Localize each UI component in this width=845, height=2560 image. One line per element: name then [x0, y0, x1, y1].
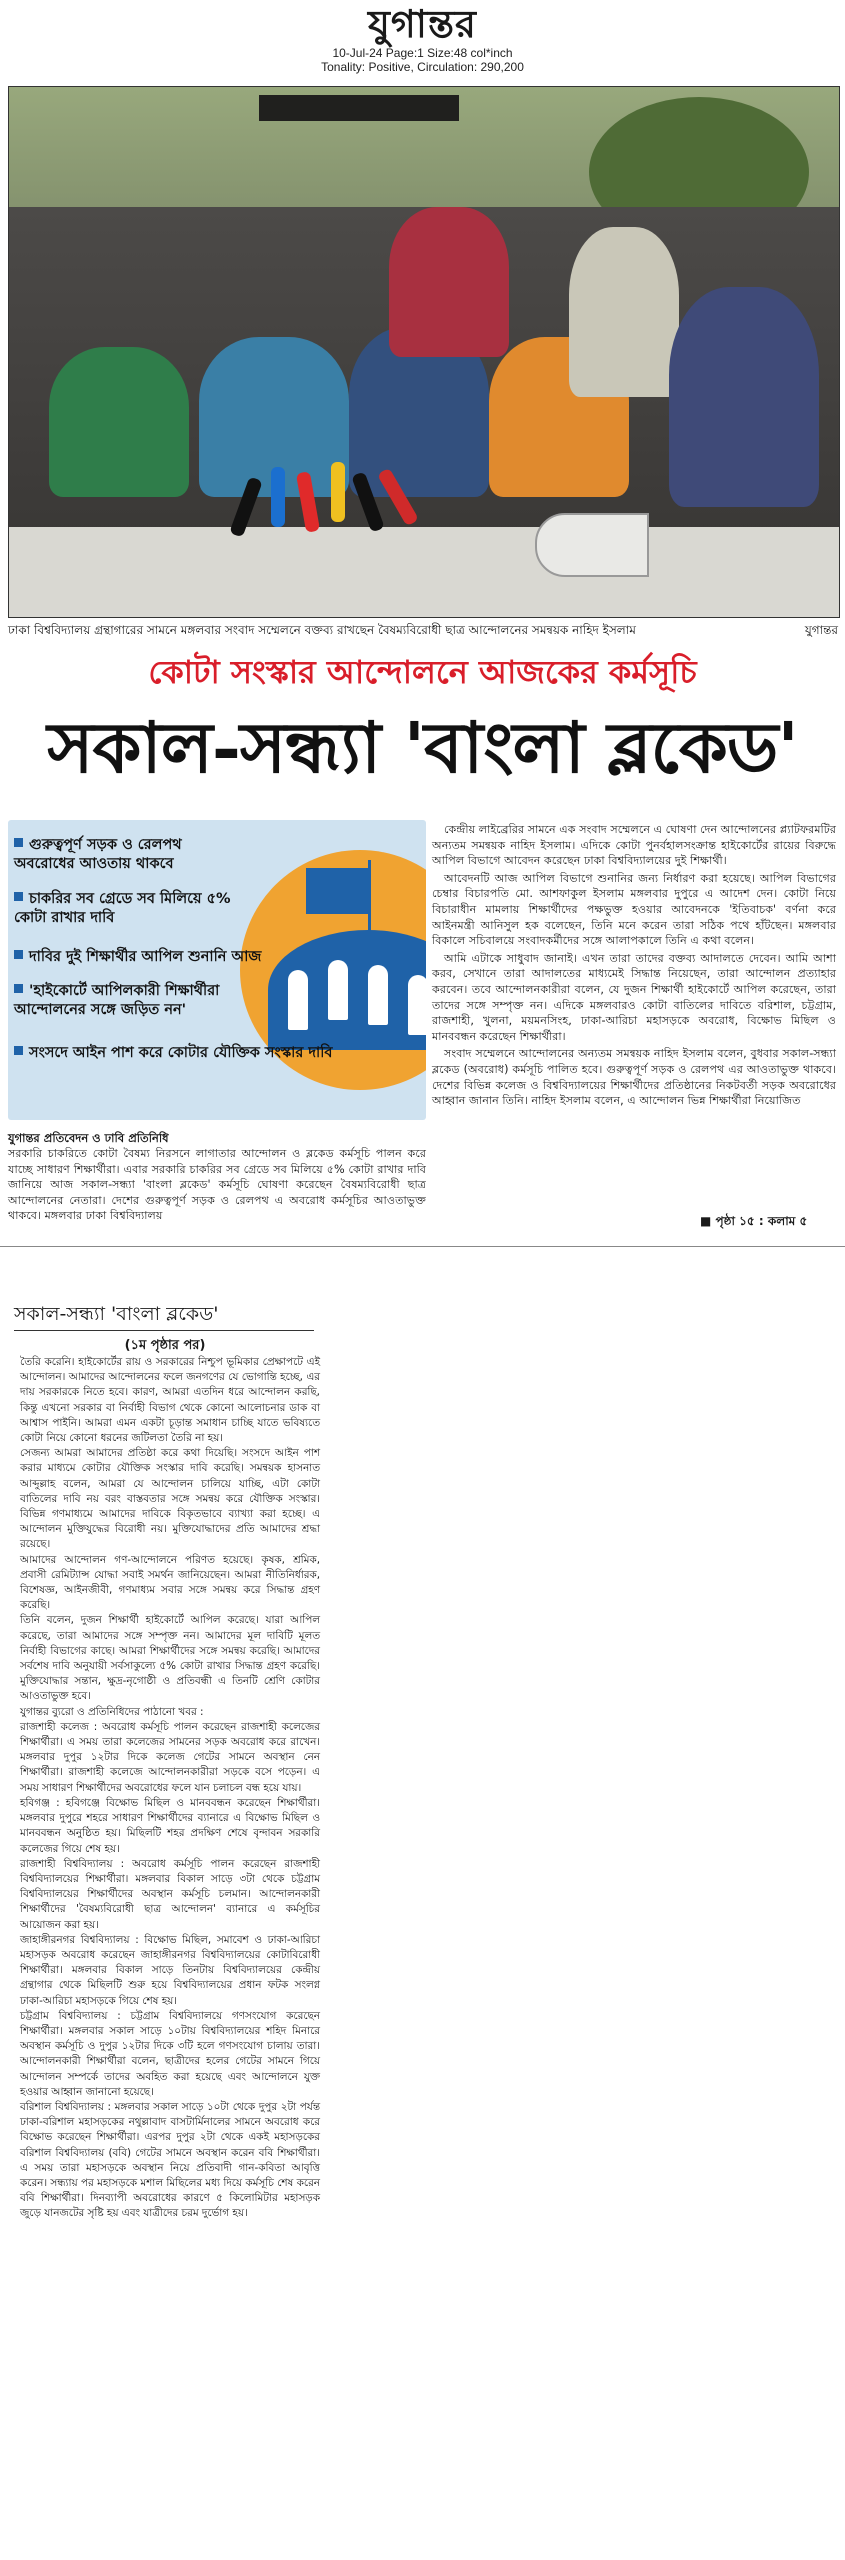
continuation-paragraph: রাজশাহী বিশ্ববিদ্যালয় : অবরোধ কর্মসূচি পালন করেছেন রাজশাহী বিশ্ববিদ্যালয়ের শিক্ষার্থীরা। মঙ্গলবার বিকাল সাড়ে ৩টা থেকে চট্টগ্রাম বিশ্ববিদ্যালয়ের শিক্ষার্থীদের অবস্থান কর্মসূচি চলমান। আন্দোলনকারী শিক্ষার্থীদের 'বৈষম্যবিরোধী ছাত্র আন্দোলন' ব্যানারে এ কর্মসূচির আয়োজন করা হয়।: [20, 1857, 320, 1931]
microphone: [331, 462, 345, 522]
photo-caption: [8, 622, 838, 638]
key-point: [14, 948, 374, 967]
kicker-headline: কোটা সংস্কার আন্দোলনে আজকের কর্মসূচি: [148, 653, 697, 691]
continuation-paragraph: সেজন্য আমরা আমাদের প্রতিষ্ঠা করে কথা দিয়েছি। সংসদে আইন পাশ করার মাধ্যমে কোটার যৌক্তিক সংস্কার দাবি করেছি। সমন্বয়ক হাসনাত আব্দুল্লাহ বলেন, আমরা যে আন্দোলন চালিয়ে যাচ্ছি, এটা কোটা বাতিলের দাবি নয় বরং বাস্তবতার সঙ্গে সমন্বয় করে যৌক্তিক সংস্কার। বিভিন্ন গণমাধ্যমে আমাদের দাবিকে বিকৃতভাবে ব্যাখ্যা করা হচ্ছে। এ আন্দোলন মুক্তিযুদ্ধের বিরোধী নয়। মুক্তিযোদ্ধাদের প্রতি আমাদের শ্রদ্ধা রয়েছে।: [20, 1447, 320, 1551]
photo-credit: যুগান্তর: [804, 623, 838, 637]
caption-text: ঢাকা বিশ্ববিদ্যালয় গ্রন্থাগারের সামনে মঙ্গলবার সংবাদ সম্মেলনে বক্তব্য রাখছেন বৈষম্যবিরোধী ছাত্র আন্দোলনের সমন্বয়ক নাহিদ ইসলাম: [8, 623, 636, 637]
person-figure: [669, 287, 819, 507]
continuation-paragraph: তিনি বলেন, দুজন শিক্ষার্থী হাইকোর্টে আপিল করেছে। যারা আপিল করেছে, তারা আমাদের সঙ্গে সম্পৃক্ত নন। আমাদের মূল দাবিটি মূলত নির্বাহী বিভাগের কাছে। আমরা শিক্ষার্থীদের সঙ্গে সমন্বয় করেছি। আমাদের সর্বশেষ দাবি অনুযায়ী সর্বসাকুল্যে ৫% কোটা রাখার সিদ্ধান্ত গ্রহণ করেছি। মুক্তিযোদ্ধার সন্তান, ক্ষুদ্র-নৃগোষ্ঠী ও প্রতিবন্ধী এ তিনটি শ্রেণি কোটার আওতাভুক্ত হবে।: [20, 1614, 320, 1703]
jump-line: ■ পৃষ্ঠা ১৫ : কলাম ৫: [700, 1214, 808, 1228]
continuation-paragraph: রাজশাহী কলেজ : অবরোধ কর্মসূচি পালন করেছেন রাজশাহী কলেজের শিক্ষার্থীরা। এ সময় তারা কলেজের সামনের সড়ক অবরোধ করে রাখেন। মঙ্গলবার দুপুর ১২টার দিকে কলেজ গেটের সামনে অবস্থান নেন শিক্ষার্থীরা। রাজশাহী কলেজে আন্দোলনকারীরা সড়কে বসে পড়েন। এ সময় সাধারণ শিক্ষার্থীদের অবরোধের ফলে যান চলাচল বন্ধ হয়ে যায়।: [20, 1720, 320, 1794]
key-point-text: দাবির দুই শিক্ষার্থীর আপিল শুনানি আজ: [29, 949, 262, 965]
illustration-flag: [306, 868, 368, 914]
story-paragraph: আবেদনটি আজ আপিল বিভাগে শুনানির জন্য নির্ধারণ করা হয়েছে। আপিল বিভাগের চেম্বার বিচারপতি মো. আশফাকুল ইসলাম মঙ্গলবার দুপুরে এ আদেশ দেন। কোটা নিয়ে বিচারাধীন মামলায় শিক্ষার্থীদের পক্ষভুক্ত হওয়ার আবেদনকে 'ইতিবাচক' বর্ণনা করে আইনমন্ত্রী আনিসুল হক বলেছেন, তিনি মনে করেন তারা সঠিক পথে হাঁটছেন। মঙ্গলবার বিকালে সচিবালয়ে সংবাদকর্মীদের সঙ্গে আলাপকালে তিনি এ কথা বলেন।: [432, 871, 836, 948]
story-paragraph: সংবাদ সম্মেলনে আন্দোলনের অন্যতম সমন্বয়ক নাহিদ ইসলাম বলেন, বুধবার সকাল-সন্ধ্যা ব্লকেড (অবরোধ) কর্মসূচি পালিত হবে। গুরুত্বপূর্ণ সড়ক ও রেলপথ এর আওতাভুক্ত থাকবে। দেশের বিভিন্ন কলেজ ও বিশ্ববিদ্যালয়ের শিক্ষার্থীদের প্রতিষ্ঠানের নিকটবর্তী সড়ক অবরোধের আহ্বান জানান তিনি। নাহিদ ইসলাম বলেন, এ আন্দোলন ভিন্ন শিক্ষার্থীরা নিয়োজিত: [432, 1047, 836, 1108]
clipping-meta-line2: Tonality: Positive, Circulation: 290,200: [321, 60, 524, 74]
continuation-paragraph: যুগান্তর ব্যুরো ও প্রতিনিধিদের পাঠানো খবর :: [20, 1705, 204, 1718]
continuation-paragraph: জাহাঙ্গীরনগর বিশ্ববিদ্যালয় : বিক্ষোভ মিছিল, সমাবেশ ও ঢাকা-আরিচা মহাসড়ক অবরোধ করেছেন জাহাঙ্গীরনগর বিশ্ববিদ্যালয়ের কোটাবিরোধী শিক্ষার্থীরা। মঙ্গলবার বিকাল সাড়ে তিনটায় বিশ্ববিদ্যালয়ের কেন্দ্রীয় গ্রন্থাগার থেকে মিছিলটি শুরু হয়ে বিশ্ববিদ্যালয়ের প্রধান ফটক সংলগ্ন ঢাকা-আরিচা মহাসড়কে গিয়ে শেষ হয়।: [20, 1933, 320, 2007]
press-conference-photo: [8, 86, 840, 618]
microphone: [271, 467, 285, 527]
continuation-paragraph: আমাদের আন্দোলন গণ-আন্দোলনে পরিণত হয়েছে। কৃষক, শ্রমিক, প্রবাসী রেমিট্যান্স যোদ্ধা সবাই সমর্থন জানিয়েছেন। আমরা নীতিনির্ধারক, বিশেষজ্ঞ, আইনজীবী, গণমাধ্যম সবার সঙ্গে সমন্বয় করে সিদ্ধান্ত গ্রহণ করেছি।: [20, 1553, 320, 1612]
bullet-square-icon: [14, 984, 23, 993]
story-paragraph: কেন্দ্রীয় লাইব্রেরির সামনে এক সংবাদ সম্মেলনে এ ঘোষণা দেন আন্দোলনের প্ল্যাটফরমটির অন্যতম সমন্বয়ক নাহিদ ইসলাম। এদিকে কোটা পুনর্বহালসংক্রান্ত হাইকোর্টের রায়ের বিরুদ্ধে আপিল বিভাগে আবেদন করেছেন ঢাকা বিশ্ববিদ্যালয়ের দুই শিক্ষার্থী।: [432, 823, 836, 868]
byline: যুগান্তর প্রতিবেদন ও ঢাবি প্রতিনিধি: [8, 1131, 169, 1145]
continuation-body: [20, 1355, 320, 2222]
page-divider: [0, 1246, 845, 1247]
key-point: [14, 836, 234, 874]
library-sign: [259, 95, 459, 121]
megaphone: [535, 513, 649, 577]
clipping-meta-line1: 10-Jul-24 Page:1 Size:48 col*inch: [332, 46, 513, 60]
key-point-text: গুরুত্বপূর্ণ সড়ক ও রেলপথ অবরোধের আওতায় থাকবে: [14, 837, 182, 872]
person-figure: [569, 227, 679, 397]
key-point: [14, 982, 274, 1020]
continuation-note: (১ম পৃষ্ঠার পর): [124, 1338, 206, 1353]
person-figure: [389, 207, 509, 357]
continuation-paragraph: চট্টগ্রাম বিশ্ববিদ্যালয় : চট্টগ্রাম বিশ্ববিদ্যালয়ে গণসংযোগ করেছেন শিক্ষার্থীরা। মঙ্গলবার সকাল সাড়ে ১০টায় বিশ্ববিদ্যালয়ের শহিদ মিনারে অবস্থান কর্মসূচি ও দুপুর ১২টার দিকে ৩টি হলে গণসংযোগ চালায় তারা। আন্দোলনকারী শিক্ষার্থীরা বলেন, ছাত্রীদের হলের গেটের সামনে গিয়ে আন্দোলন সম্পর্কে তাদের অবহিত করা হয়েছে এবং আন্দোলনে যুক্ত হওয়ার আহ্বান জানানো হয়েছে।: [20, 2009, 320, 2098]
continuation-paragraph: বরিশাল বিশ্ববিদ্যালয় : মঙ্গলবার সকাল সাড়ে ১০টা থেকে দুপুর ২টা পর্যন্ত ঢাকা-বরিশাল মহাসড়কের নথুল্লাবাদ বাসটার্মিনালের সামনে অবরোধ করে বিক্ষোভ করেছেন শিক্ষার্থীরা। এরপর দুপুর ২টা থেকে একই মহাসড়কের বরিশাল বিশ্ববিদ্যালয় (ববি) গেটের সামনে অবস্থান করেন ববি শিক্ষার্থীরা। এ সময় তারা মহাসড়কে অবস্থান নিয়ে প্রতিবাদী গান-কবিতা আবৃত্তি করেন। সন্ধ্যায় পর মহাসড়কে মশাল মিছিলের মধ্য দিয়ে কর্মসূচি শেষ করেন ববি শিক্ষার্থীরা। দিনব্যাপী অবরোধের কারণে ৫ কিলোমিটার মহাসড়ক জুড়ে যানজটের সৃষ্টি হয় এবং যাত্রীদের চরম দুর্ভোগ হয়।: [20, 2100, 320, 2220]
raised-fist-icon: [328, 960, 348, 1020]
continuation-paragraph: তৈরি করেনি। হাইকোর্টের রায় ও সরকারের নিশ্চুপ ভূমিকার প্রেক্ষাপটে এই আন্দোলন। আমাদের আন্দোলনের ফলে জনগণের যে ভোগান্তি হচ্ছে, এর দায় সরকারকে নিতে হবে। কারণ, আমরা এতদিন ধরে আন্দোলন করছি, কিন্তু এখনো সরকার বা নির্বাহী বিভাগ থেকে কোনো আলোচনার ডাক বা আশ্বাস পাইনি। আমরা এমন একটা চূড়ান্ত সমাধান চাচ্ছি যাতে ভবিষ্যতে কোটা নিয়ে কোনো ধরনের জটিলতা তৈরি না হয়।: [20, 1356, 320, 1445]
story-right-column: [432, 822, 836, 1111]
masthead: [0, 0, 845, 74]
key-point: [14, 1044, 414, 1063]
photo-table: [9, 527, 839, 617]
raised-fist-icon: [368, 965, 388, 1025]
newspaper-logo: যুগান্তর: [368, 1, 477, 46]
person-figure: [49, 347, 189, 497]
main-headline: সকাল-সন্ধ্যা 'বাংলা ব্লকেড': [47, 706, 798, 789]
key-point-text: চাকরির সব গ্রেডে সব মিলিয়ে ৫% কোটা রাখার দাবি: [14, 891, 231, 926]
continuation-paragraph: হবিগঞ্জ : হবিগঞ্জে বিক্ষোভ মিছিল ও মানববন্ধন করেছেন শিক্ষার্থীরা। মঙ্গলবার দুপুরে শহরে সাধারণ শিক্ষার্থীদের ব্যানারে এ বিক্ষোভ মিছিল ও মানববন্ধন অনুষ্ঠিত হয়। মিছিলটি শহর প্রদক্ষিণ শেষে বৃন্দাবন সরকারি কলেজের গিয়ে শেষ হয়।: [20, 1796, 320, 1855]
bullet-square-icon: [14, 1046, 23, 1055]
key-point-text: সংসদে আইন পাশ করে কোটার যৌক্তিক সংস্কার দাবি: [29, 1045, 333, 1061]
bullet-square-icon: [14, 838, 23, 847]
key-point-text: 'হাইকোর্টে আপিলকারী শিক্ষার্থীরা আন্দোলনের সঙ্গে জড়িত নন': [14, 983, 220, 1018]
key-point: [14, 890, 244, 928]
raised-fist-icon: [408, 975, 426, 1035]
continuation-title: সকাল-সন্ধ্যা 'বাংলা ব্লকেড': [14, 1302, 314, 1331]
bullet-square-icon: [14, 892, 23, 901]
bullet-square-icon: [14, 950, 23, 959]
story-paragraph: আমি এটাকে সাধুবাদ জানাই। এখন তারা তাদের বক্তব্য আদালতে দেবেন। আমি আশা করব, সেখানে তারা আদালতের মাধ্যমেই সিদ্ধান্ত নিয়েছেন, তারা আন্দোলন প্রত্যাহার করবেন। তবে আন্দোলনকারীরা বলেন, যে দুজন শিক্ষার্থী হাইকোর্টে আপিল করেছেন, তারা তাদের সঙ্গে সম্পৃক্ত নন। এদিকে মঙ্গলবারও কোটা বাতিলের দাবিতে বরিশাল, চট্টগ্রাম, রাজশাহী, খুলনা, ময়মনসিংহ, ঢাকা-আরিচা মহাসড়কে অবরোধ, বিক্ষোভ মিছিল ও মানববন্ধন করেছেন শিক্ষার্থীরা।: [432, 951, 836, 1043]
key-points-box: [8, 820, 426, 1120]
raised-fist-icon: [288, 970, 308, 1030]
lead-paragraph: সরকারি চাকরিতে কোটা বৈষম্য নিরসনে লাগাতার আন্দোলন ও ব্লকেড কর্মসূচি পালন করে যাচ্ছে সাধারণ শিক্ষার্থীরা। এবার সরকারি চাকরির সব গ্রেডে সব মিলিয়ে ৫% কোটা রাখার দাবি জানিয়ে আজ সকাল-সন্ধ্যা 'বাংলা ব্লকেড' কর্মসূচি ঘোষণা করেছেন বৈষম্যবিরোধী ছাত্র আন্দোলনের নেতারা। দেশের গুরুত্বপূর্ণ সড়ক ও রেলপথ এ অবরোধ কর্মসূচির আওতাভুক্ত থাকবে। মঙ্গলবার ঢাকা বিশ্ববিদ্যালয়: [8, 1147, 426, 1223]
